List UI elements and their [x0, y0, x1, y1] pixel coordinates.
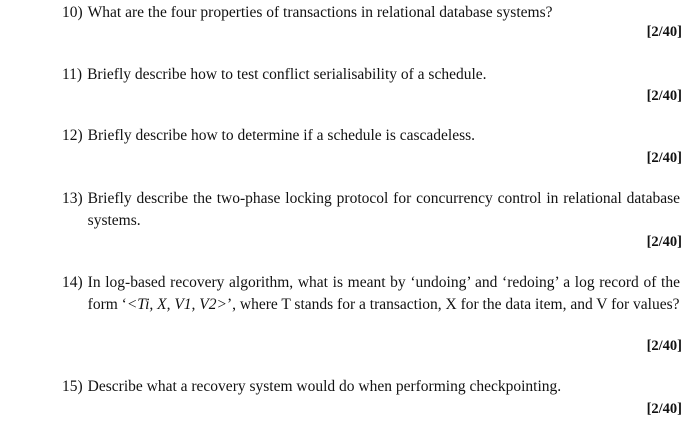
question-text-part: ’, where T stands for a transaction, X for the data item, and V for values?: [227, 296, 680, 313]
marks-label: [2/40]: [646, 24, 682, 40]
question-text: Briefly describe the two-phase locking protocol for concurrency control in relational database systems.: [87, 190, 680, 229]
question-number: 13): [62, 190, 83, 207]
question-text: Briefly describe how to test conflict serialisability of a schedule.: [87, 66, 487, 83]
marks-label: [2/40]: [646, 88, 682, 104]
question-number: 12): [62, 127, 83, 144]
question-row: [62, 188, 680, 232]
log-record-form: <Ti, X, V1, V2>: [126, 296, 227, 313]
question-number: 10): [62, 4, 83, 21]
question-13: [62, 188, 680, 232]
question-row: [62, 272, 680, 316]
marks-label: [2/40]: [646, 338, 682, 354]
question-number: 15): [62, 378, 83, 395]
question-10: [62, 2, 680, 24]
question-row: [62, 64, 680, 86]
question-text: Briefly describe how to determine if a schedule is cascadeless.: [87, 127, 476, 144]
question-text: What are the four properties of transactions in relational database systems?: [87, 4, 553, 21]
question-row: [62, 376, 680, 398]
marks-label: [2/40]: [646, 150, 682, 166]
question-15: [62, 376, 680, 398]
question-14: [62, 272, 680, 316]
question-text-part: In log-based recovery algorithm, what is meant by ‘undoing’ and ‘redoing’ a log record of the form ‘: [87, 274, 680, 313]
question-row: [62, 2, 680, 24]
marks-label: [2/40]: [646, 234, 682, 250]
question-number: 14): [62, 274, 83, 291]
marks-label: [2/40]: [646, 401, 682, 417]
question-text: [88, 272, 680, 316]
question-row: [62, 125, 680, 147]
question-12: [62, 125, 680, 147]
question-number: 11): [62, 66, 83, 83]
question-11: [62, 64, 680, 86]
question-text: Describe what a recovery system would do when performing checkpointing.: [87, 378, 562, 395]
